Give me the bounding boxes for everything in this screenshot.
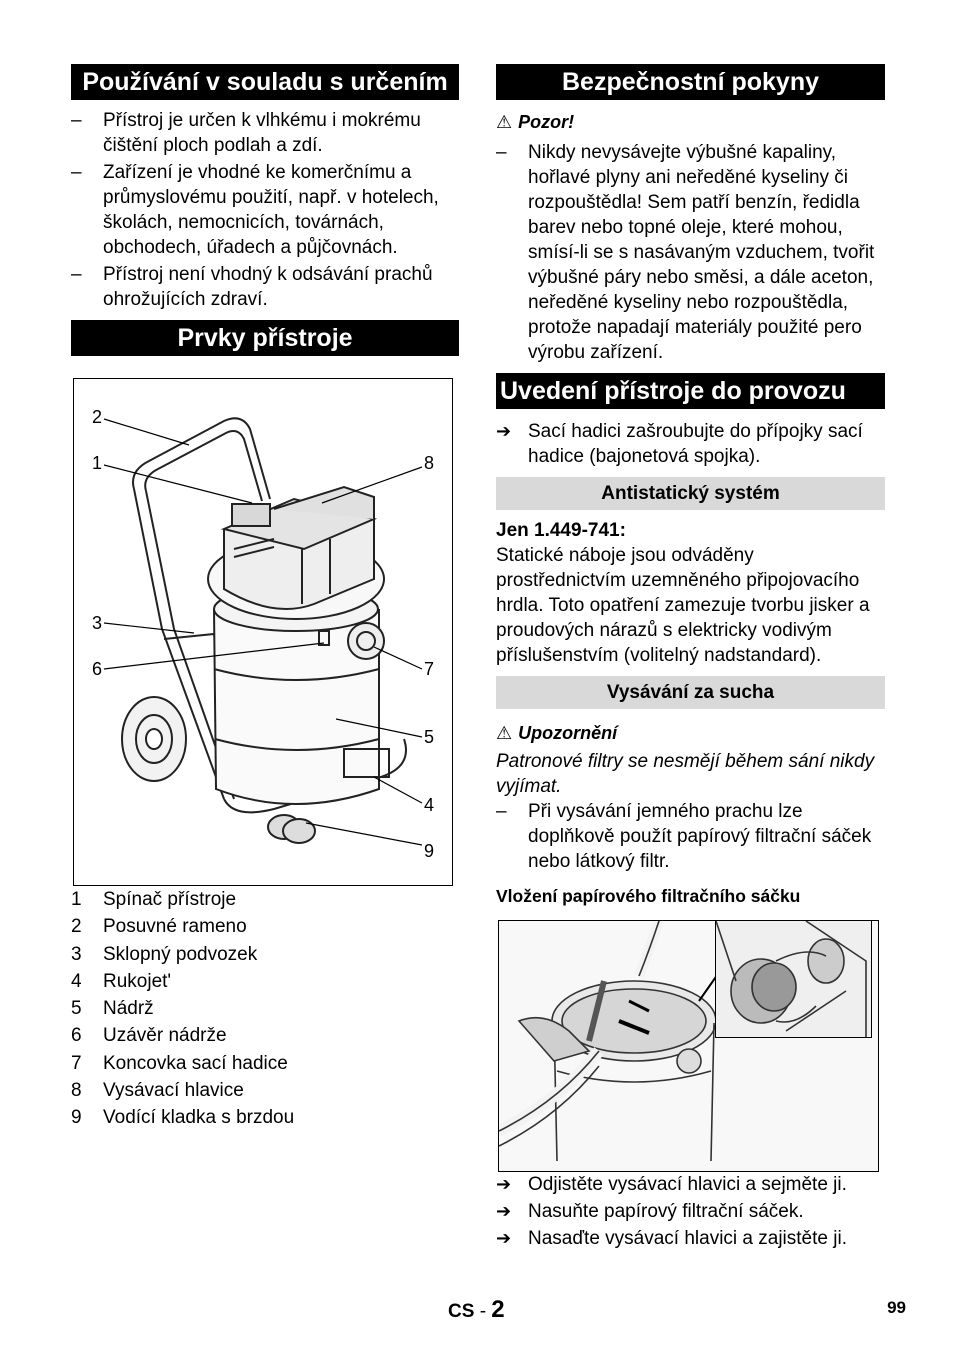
parts-list (71, 886, 459, 1132)
list-item: ➔ Sací hadici zašroubujte do přípojky sací hadice (bajonetová spojka). (496, 421, 863, 467)
list-item: 3 Sklopný podvozek (71, 943, 258, 965)
list-item: 1 Spínač přístroje (71, 889, 237, 910)
left-column (71, 64, 459, 1132)
subheading-antistatic: Antistatický systém (496, 477, 885, 510)
heading-startup: Uvedení přístroje do provozu (496, 373, 885, 409)
inset-detail (715, 920, 872, 1038)
dry-list (496, 799, 885, 874)
list-item: – Nikdy nevysávejte výbušné kapaliny, hořlavé plyny ani neředěné kyseliny či rozpouštědla! Sem patří benzín, ředidla barev nebo topné oleje, které mohou, smísí-li se s nasávaným vzduchem, tvořit výbušné páry nebo směsi, a dále aceton, neředěné kyseliny nebo rozpouštědla, protože napadají materiály použité pero výrobu zařízení. (496, 140, 885, 365)
notice-text: Patronové filtry se nesmějí během sání nikdy vyjímat. (496, 751, 875, 797)
subheading-dry-vacuum: Vysávání za sucha (496, 676, 885, 709)
list-item: 8 Vysávací hlavice (71, 1080, 244, 1102)
callout-2: 2 (92, 407, 103, 427)
filter-steps (496, 1172, 885, 1251)
callout-4: 4 (424, 795, 435, 815)
callout-3: 3 (92, 613, 103, 633)
callout-1: 1 (92, 453, 103, 473)
list-item: 6 Uzávěr nádrže (71, 1025, 227, 1047)
callout-8: 8 (424, 453, 435, 473)
vacuum-diagram (73, 378, 453, 886)
page-number: 99 (887, 1298, 906, 1317)
heading-safety: Bezpečnostní pokyny (496, 64, 885, 100)
warning-triangle-icon: ⚠ (496, 112, 513, 132)
list-item: – Zařízení je vhodné ke komerčnímu a průmyslovému použití, např. v hotelech, školách, nemocnicích, továrnách, obchodech, úřadech a půjčovnách. (71, 160, 459, 260)
vacuum-cleaner-illustration (74, 379, 452, 885)
startup-steps (496, 419, 885, 469)
list-item: 4 Rukojet' (71, 970, 172, 992)
heading-device-parts: Prvky přístroje (71, 320, 459, 356)
list-item: 5 Nádrž (71, 998, 154, 1020)
callout-7: 7 (424, 659, 435, 679)
filter-bag-photo (498, 920, 879, 1172)
jen-label: Jen 1.449-741: (496, 520, 626, 541)
list-item: ➔ Nasaďte vysávací hlavici a zajistěte ji. (496, 1228, 847, 1249)
warning-label: ⚠ Pozor! (496, 112, 575, 132)
antistatic-text: Statické náboje jsou odváděny prostřednictvím uzemněného připojovacího hrdla. Toto opatření zamezuje tvorbu jisker a proudových nárazů s elektricky vodivým příslušenstvím (volitelný nadstandard). (496, 545, 870, 666)
filter-heading: Vložení papírového filtračního sáčku (496, 886, 801, 906)
callout-6: 6 (92, 659, 103, 679)
callout-5: 5 (424, 727, 435, 747)
list-item: – Přístroj není vhodný k odsávání prachů ohrožujících zdraví. (71, 262, 459, 312)
list-item: – Při vysávání jemného prachu lze doplňkově použít papírový filtrační sáček nebo látkový filtr. (496, 799, 885, 874)
callout-9: 9 (424, 841, 435, 861)
list-item: 2 Posuvné rameno (71, 916, 247, 938)
list-item: – Přístroj je určen k vlhkému i mokrému čištění ploch podlah a zdí. (71, 108, 459, 158)
safety-list (496, 140, 885, 365)
notice-label: ⚠ Upozornění (496, 723, 618, 743)
list-item: ➔ Odjistěte vysávací hlavici a sejměte ji. (496, 1174, 847, 1195)
arrow-right-icon: ➔ (496, 1201, 512, 1221)
right-column (496, 64, 885, 1253)
list-item: 9 Vodící kladka s brzdou (71, 1107, 295, 1129)
arrow-right-icon: ➔ (496, 421, 512, 441)
arrow-right-icon: ➔ (496, 1174, 512, 1194)
list-item: 7 Koncovka sací hadice (71, 1052, 288, 1074)
filter-detail-illustration (716, 921, 871, 1037)
warning-triangle-icon: ⚠ (496, 723, 513, 743)
list-item: ➔ Nasuňte papírový filtrační sáček. (496, 1201, 804, 1222)
arrow-right-icon: ➔ (496, 1228, 512, 1248)
footer-chapter: CS - 2 (448, 1296, 505, 1323)
usage-list (71, 108, 459, 312)
heading-intended-use: Používání v souladu s určením (71, 64, 459, 100)
